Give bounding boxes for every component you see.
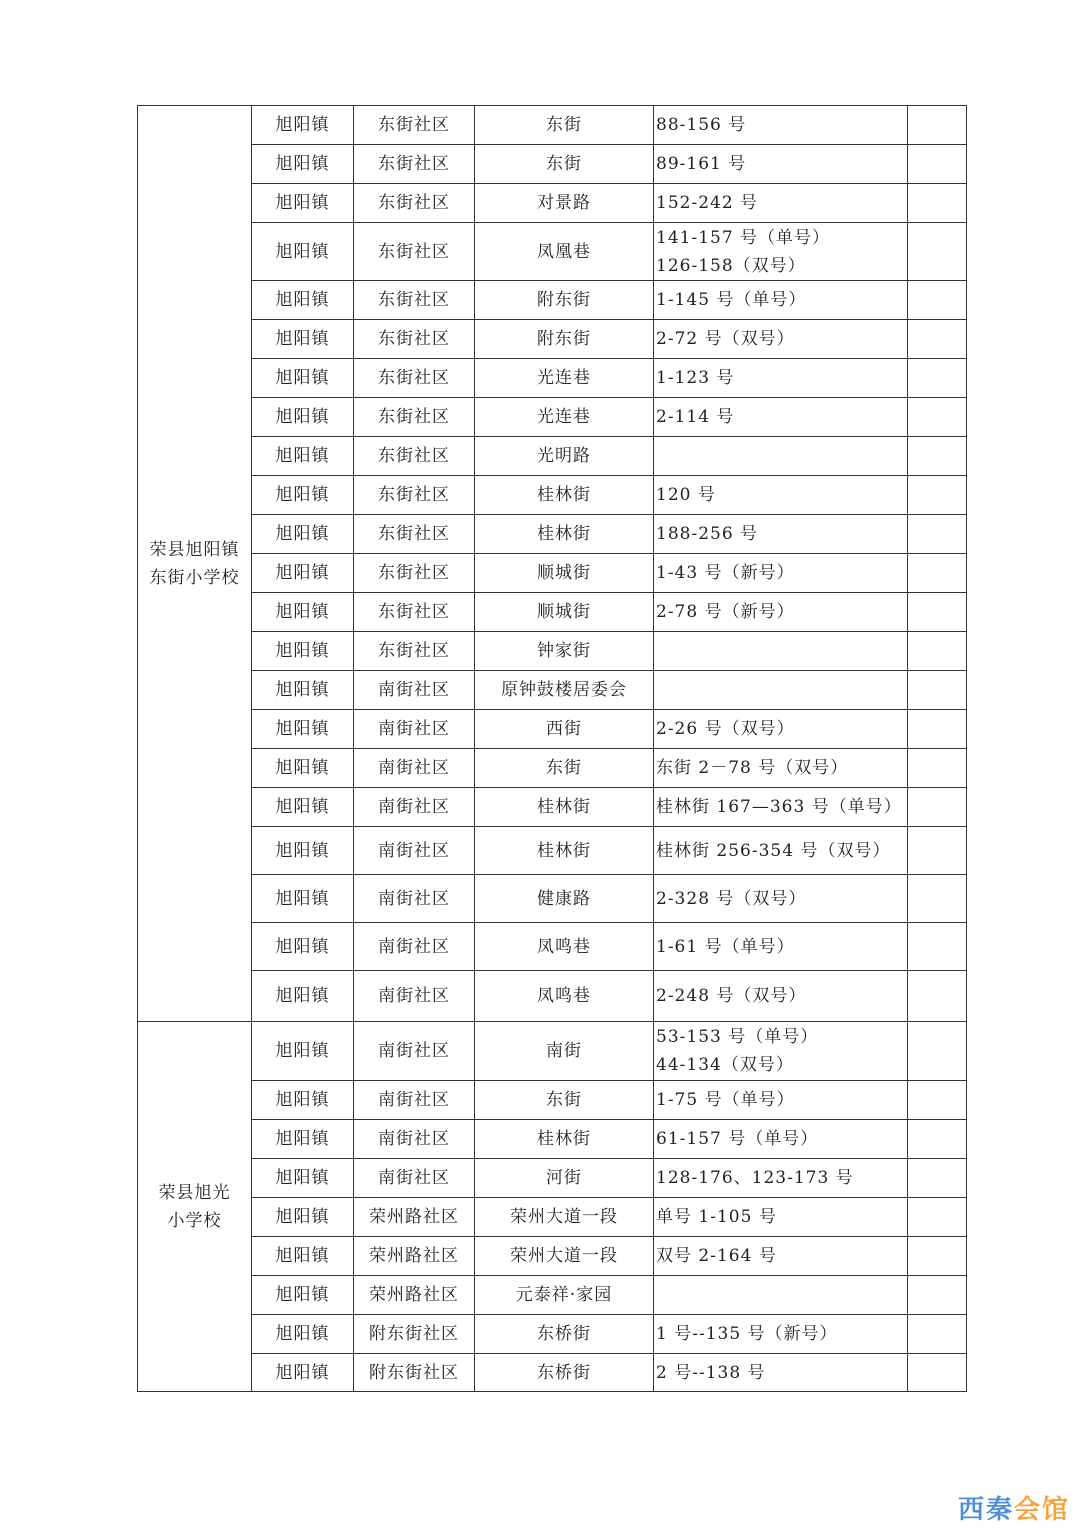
school-name-cell bbox=[138, 1022, 252, 1392]
street-cell: 顺城街 bbox=[475, 593, 654, 632]
table-row bbox=[138, 1237, 967, 1276]
community-cell: 南街社区 bbox=[354, 1022, 475, 1081]
town-cell: 旭阳镇 bbox=[252, 1315, 354, 1354]
house-number-line: 53-153 号（单号） bbox=[656, 1027, 819, 1047]
table-row bbox=[138, 145, 967, 184]
street-cell: 东街 bbox=[475, 145, 654, 184]
house-number-line: 1-123 号 bbox=[656, 368, 735, 388]
town-cell: 旭阳镇 bbox=[252, 398, 354, 437]
house-number-line: 61-157 号（单号） bbox=[656, 1129, 819, 1149]
house-number-line: 2-248 号（双号） bbox=[656, 986, 807, 1006]
house-number-cell bbox=[654, 223, 908, 281]
table-row bbox=[138, 320, 967, 359]
remark-cell bbox=[908, 1237, 967, 1276]
street-cell: 东桥街 bbox=[475, 1315, 654, 1354]
table-row bbox=[138, 1081, 967, 1120]
house-number-line: 1-43 号（新号） bbox=[656, 563, 795, 583]
community-cell: 南街社区 bbox=[354, 710, 475, 749]
street-cell: 光明路 bbox=[475, 437, 654, 476]
town-cell: 旭阳镇 bbox=[252, 184, 354, 223]
house-number-line: 2-78 号（新号） bbox=[656, 602, 795, 622]
table-body bbox=[138, 106, 967, 1392]
town-cell: 旭阳镇 bbox=[252, 223, 354, 281]
house-number-cell bbox=[654, 554, 908, 593]
street-cell: 河街 bbox=[475, 1159, 654, 1198]
table-row bbox=[138, 1120, 967, 1159]
community-cell: 东街社区 bbox=[354, 398, 475, 437]
house-number-cell bbox=[654, 749, 908, 788]
remark-cell bbox=[908, 398, 967, 437]
house-number-cell bbox=[654, 515, 908, 554]
community-cell: 东街社区 bbox=[354, 184, 475, 223]
house-number-cell bbox=[654, 1276, 908, 1315]
house-number-cell bbox=[654, 788, 908, 827]
town-cell: 旭阳镇 bbox=[252, 1276, 354, 1315]
community-cell: 东街社区 bbox=[354, 106, 475, 145]
table-row bbox=[138, 437, 967, 476]
remark-cell bbox=[908, 632, 967, 671]
house-number-line: 双号 2-164 号 bbox=[656, 1246, 777, 1266]
remark-cell bbox=[908, 671, 967, 710]
remark-cell bbox=[908, 923, 967, 971]
house-number-cell bbox=[654, 281, 908, 320]
community-cell: 附东街社区 bbox=[354, 1315, 475, 1354]
street-cell: 元泰祥·家园 bbox=[475, 1276, 654, 1315]
street-cell: 附东街 bbox=[475, 320, 654, 359]
table-row bbox=[138, 359, 967, 398]
table-row bbox=[138, 554, 967, 593]
house-number-line: 2-114 号 bbox=[656, 407, 735, 427]
town-cell: 旭阳镇 bbox=[252, 437, 354, 476]
house-number-cell bbox=[654, 710, 908, 749]
town-cell: 旭阳镇 bbox=[252, 971, 354, 1022]
community-cell: 南街社区 bbox=[354, 1120, 475, 1159]
table-row bbox=[138, 476, 967, 515]
house-number-cell bbox=[654, 1354, 908, 1392]
house-number-cell bbox=[654, 671, 908, 710]
community-cell: 东街社区 bbox=[354, 515, 475, 554]
town-cell: 旭阳镇 bbox=[252, 1198, 354, 1237]
community-cell: 荣州路社区 bbox=[354, 1237, 475, 1276]
community-cell: 东街社区 bbox=[354, 281, 475, 320]
table-row bbox=[138, 398, 967, 437]
table-row bbox=[138, 593, 967, 632]
school-name-cell bbox=[138, 106, 252, 1022]
table-row bbox=[138, 1354, 967, 1392]
community-cell: 东街社区 bbox=[354, 554, 475, 593]
street-cell: 桂林街 bbox=[475, 788, 654, 827]
house-number-line: 2 号--138 号 bbox=[656, 1362, 766, 1383]
remark-cell bbox=[908, 437, 967, 476]
street-cell: 健康路 bbox=[475, 875, 654, 923]
house-number-line: 188-256 号 bbox=[656, 524, 759, 544]
community-cell: 南街社区 bbox=[354, 827, 475, 875]
remark-cell bbox=[908, 359, 967, 398]
house-number-line: 1 号--135 号（新号） bbox=[656, 1324, 838, 1344]
table-row bbox=[138, 875, 967, 923]
remark-cell bbox=[908, 1081, 967, 1120]
table-row bbox=[138, 1022, 967, 1081]
table-row bbox=[138, 1315, 967, 1354]
table-row bbox=[138, 1276, 967, 1315]
table-row bbox=[138, 1159, 967, 1198]
town-cell: 旭阳镇 bbox=[252, 106, 354, 145]
remark-cell bbox=[908, 223, 967, 281]
town-cell: 旭阳镇 bbox=[252, 281, 354, 320]
street-cell: 凤鸣巷 bbox=[475, 971, 654, 1022]
street-cell: 光连巷 bbox=[475, 359, 654, 398]
community-cell: 南街社区 bbox=[354, 1159, 475, 1198]
remark-cell bbox=[908, 1276, 967, 1315]
community-cell: 东街社区 bbox=[354, 476, 475, 515]
street-cell: 东桥街 bbox=[475, 1354, 654, 1392]
remark-cell bbox=[908, 593, 967, 632]
table-row bbox=[138, 971, 967, 1022]
street-cell: 桂林街 bbox=[475, 1120, 654, 1159]
town-cell: 旭阳镇 bbox=[252, 749, 354, 788]
house-number-cell bbox=[654, 1022, 908, 1081]
table-row bbox=[138, 106, 967, 145]
house-number-cell bbox=[654, 593, 908, 632]
town-cell: 旭阳镇 bbox=[252, 875, 354, 923]
community-cell: 东街社区 bbox=[354, 145, 475, 184]
house-number-cell bbox=[654, 359, 908, 398]
town-cell: 旭阳镇 bbox=[252, 1237, 354, 1276]
school-name-line: 荣县旭阳镇 bbox=[149, 539, 240, 560]
street-cell: 东街 bbox=[475, 749, 654, 788]
remark-cell bbox=[908, 875, 967, 923]
town-cell: 旭阳镇 bbox=[252, 145, 354, 184]
house-number-cell bbox=[654, 1120, 908, 1159]
table-row bbox=[138, 515, 967, 554]
community-cell: 南街社区 bbox=[354, 749, 475, 788]
house-number-cell bbox=[654, 320, 908, 359]
house-number-cell bbox=[654, 971, 908, 1022]
house-number-line: 1-75 号（单号） bbox=[656, 1090, 795, 1110]
town-cell: 旭阳镇 bbox=[252, 923, 354, 971]
house-number-cell bbox=[654, 184, 908, 223]
house-number-line: 1-145 号（单号） bbox=[656, 290, 807, 310]
street-cell: 荣州大道一段 bbox=[475, 1237, 654, 1276]
street-cell: 南街 bbox=[475, 1022, 654, 1081]
community-cell: 南街社区 bbox=[354, 923, 475, 971]
house-number-line: 126-158（双号） bbox=[656, 255, 806, 276]
street-cell: 凤鸣巷 bbox=[475, 923, 654, 971]
community-cell: 东街社区 bbox=[354, 437, 475, 476]
school-district-table bbox=[137, 105, 967, 1392]
community-cell: 南街社区 bbox=[354, 671, 475, 710]
street-cell: 东街 bbox=[475, 1081, 654, 1120]
remark-cell bbox=[908, 281, 967, 320]
community-cell: 荣州路社区 bbox=[354, 1276, 475, 1315]
street-cell: 钟家街 bbox=[475, 632, 654, 671]
remark-cell bbox=[908, 320, 967, 359]
house-number-line: 2-26 号（双号） bbox=[656, 719, 795, 739]
community-cell: 东街社区 bbox=[354, 320, 475, 359]
house-number-cell bbox=[654, 398, 908, 437]
town-cell: 旭阳镇 bbox=[252, 788, 354, 827]
house-number-line: 120 号 bbox=[656, 485, 716, 505]
house-number-line: 单号 1-105 号 bbox=[656, 1207, 777, 1227]
house-number-cell bbox=[654, 1081, 908, 1120]
community-cell: 南街社区 bbox=[354, 875, 475, 923]
community-cell: 东街社区 bbox=[354, 593, 475, 632]
house-number-cell bbox=[654, 923, 908, 971]
remark-cell bbox=[908, 1120, 967, 1159]
community-cell: 南街社区 bbox=[354, 788, 475, 827]
house-number-cell bbox=[654, 437, 908, 476]
remark-cell bbox=[908, 827, 967, 875]
remark-cell bbox=[908, 788, 967, 827]
table-row bbox=[138, 1198, 967, 1237]
community-cell: 南街社区 bbox=[354, 1081, 475, 1120]
house-number-line: 桂林街 167—363 号（单号） bbox=[656, 797, 902, 817]
house-number-cell bbox=[654, 1198, 908, 1237]
town-cell: 旭阳镇 bbox=[252, 359, 354, 398]
table-row bbox=[138, 671, 967, 710]
house-number-cell bbox=[654, 476, 908, 515]
remark-cell bbox=[908, 1022, 967, 1081]
house-number-cell bbox=[654, 827, 908, 875]
house-number-line: 88-156 号 bbox=[656, 115, 747, 135]
house-number-cell bbox=[654, 106, 908, 145]
house-number-line: 152-242 号 bbox=[656, 193, 759, 213]
town-cell: 旭阳镇 bbox=[252, 320, 354, 359]
remark-cell bbox=[908, 1159, 967, 1198]
house-number-line: 1-61 号（单号） bbox=[656, 936, 795, 957]
house-number-line: 128-176、123-173 号 bbox=[656, 1168, 854, 1188]
school-name-line: 小学校 bbox=[167, 1210, 222, 1231]
street-cell: 对景路 bbox=[475, 184, 654, 223]
house-number-line: 141-157 号（单号） bbox=[656, 227, 831, 248]
town-cell: 旭阳镇 bbox=[252, 827, 354, 875]
street-cell: 顺城街 bbox=[475, 554, 654, 593]
house-number-line: 44-134（双号） bbox=[656, 1055, 794, 1075]
table-row bbox=[138, 710, 967, 749]
street-cell: 桂林街 bbox=[475, 515, 654, 554]
town-cell: 旭阳镇 bbox=[252, 554, 354, 593]
remark-cell bbox=[908, 145, 967, 184]
community-cell: 东街社区 bbox=[354, 223, 475, 281]
remark-cell bbox=[908, 554, 967, 593]
town-cell: 旭阳镇 bbox=[252, 710, 354, 749]
house-number-cell bbox=[654, 1315, 908, 1354]
community-cell: 附东街社区 bbox=[354, 1354, 475, 1392]
town-cell: 旭阳镇 bbox=[252, 1022, 354, 1081]
remark-cell bbox=[908, 1315, 967, 1354]
street-cell: 西街 bbox=[475, 710, 654, 749]
school-name-line: 荣县旭光 bbox=[158, 1182, 231, 1203]
town-cell: 旭阳镇 bbox=[252, 1159, 354, 1198]
remark-cell bbox=[908, 749, 967, 788]
house-number-line: 2-328 号（双号） bbox=[656, 888, 807, 909]
house-number-cell bbox=[654, 1159, 908, 1198]
street-cell: 光连巷 bbox=[475, 398, 654, 437]
town-cell: 旭阳镇 bbox=[252, 515, 354, 554]
street-cell: 原钟鼓楼居委会 bbox=[475, 671, 654, 710]
street-cell: 凤凰巷 bbox=[475, 223, 654, 281]
remark-cell bbox=[908, 184, 967, 223]
house-number-line: 89-161 号 bbox=[656, 154, 747, 174]
house-number-cell bbox=[654, 632, 908, 671]
house-number-cell bbox=[654, 145, 908, 184]
table-row bbox=[138, 223, 967, 281]
town-cell: 旭阳镇 bbox=[252, 671, 354, 710]
remark-cell bbox=[908, 1198, 967, 1237]
house-number-cell bbox=[654, 1237, 908, 1276]
table-row bbox=[138, 749, 967, 788]
community-cell: 南街社区 bbox=[354, 971, 475, 1022]
town-cell: 旭阳镇 bbox=[252, 1120, 354, 1159]
street-cell: 东街 bbox=[475, 106, 654, 145]
town-cell: 旭阳镇 bbox=[252, 476, 354, 515]
street-cell: 附东街 bbox=[475, 281, 654, 320]
table-row bbox=[138, 281, 967, 320]
house-number-line: 东街 2－78 号（双号） bbox=[656, 758, 849, 778]
remark-cell bbox=[908, 710, 967, 749]
school-name-line: 东街小学校 bbox=[149, 567, 240, 588]
house-number-line: 桂林街 256-354 号（双号） bbox=[656, 840, 891, 861]
community-cell: 东街社区 bbox=[354, 632, 475, 671]
town-cell: 旭阳镇 bbox=[252, 593, 354, 632]
table-row bbox=[138, 632, 967, 671]
house-number-cell bbox=[654, 875, 908, 923]
house-number-line: 2-72 号（双号） bbox=[656, 329, 795, 349]
remark-cell bbox=[908, 1354, 967, 1392]
remark-cell bbox=[908, 515, 967, 554]
remark-cell bbox=[908, 971, 967, 1022]
table-row bbox=[138, 788, 967, 827]
remark-cell bbox=[908, 106, 967, 145]
street-cell: 桂林街 bbox=[475, 476, 654, 515]
street-cell: 荣州大道一段 bbox=[475, 1198, 654, 1237]
table-row bbox=[138, 923, 967, 971]
community-cell: 东街社区 bbox=[354, 359, 475, 398]
town-cell: 旭阳镇 bbox=[252, 632, 354, 671]
town-cell: 旭阳镇 bbox=[252, 1081, 354, 1120]
town-cell: 旭阳镇 bbox=[252, 1354, 354, 1392]
watermark-logo: 西秦会馆 bbox=[957, 1495, 1070, 1525]
remark-cell bbox=[908, 476, 967, 515]
table-row bbox=[138, 184, 967, 223]
community-cell: 荣州路社区 bbox=[354, 1198, 475, 1237]
street-cell: 桂林街 bbox=[475, 827, 654, 875]
table-row bbox=[138, 827, 967, 875]
